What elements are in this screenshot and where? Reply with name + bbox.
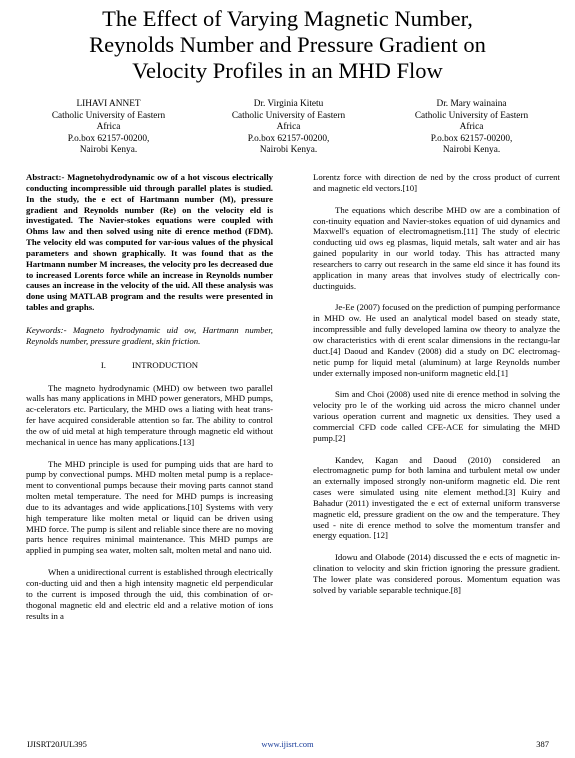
paper-title bbox=[0, 6, 575, 84]
keywords: Keywords:- Magneto hydrodynamic uid ow, Hartmann number, Reynolds number, pressure gradient, skin friction. bbox=[26, 324, 273, 346]
footer-website-link[interactable]: www.ijisrt.com bbox=[261, 739, 314, 749]
author-affiliation: Africa bbox=[459, 122, 484, 133]
author-affiliation: Catholic University of Eastern bbox=[414, 110, 529, 121]
abstract: Abstract:- Magnetohydrodynamic ow of a hot viscous electrically conducting incompressible uid through parallel plates is studied. In the study, the e ect of Hartmann number (M), pressure gradient and Reynolds number (Re) on the velocity eld is investigated. The Navier-stokes equations were coupled with Ohms law and then solved using nite di erence method (FDM). The velocity eld was computed for var-ious values of the physical parameters and shown graphically. It was found that as the Hartmann number M increases, the velocity pro les decreased due to increased Lorents force while an increase in Reynolds number causes an increase in the velocity of the uid. All these analysis was done using MATLAB program and the results were presented in tables and graphs. bbox=[26, 172, 273, 313]
author-address: Nairobi Kenya. bbox=[259, 145, 318, 156]
author-name: Dr. Virginia Kitetu bbox=[253, 99, 324, 109]
author-block-3 bbox=[384, 99, 559, 157]
left-column bbox=[26, 172, 273, 621]
author-address: P.o.box 62157-00200, bbox=[67, 133, 150, 144]
author-affiliation: Africa bbox=[276, 122, 301, 133]
title-line: Reynolds Number and Pressure Gradient on bbox=[89, 32, 486, 57]
author-affiliation: Africa bbox=[96, 122, 121, 133]
body-paragraph: Idowu and Olabode (2014) discussed the e ects of magnetic in-clination to velocity and skin friction ignoring the pressure gradient. The lower plate was considered porous. Momentum equation was solved by variable separable technique.[8] bbox=[313, 552, 560, 595]
footer-paper-id: IJISRT20JUL395 bbox=[27, 739, 87, 749]
author-block-2 bbox=[201, 99, 376, 157]
section-number: I. bbox=[100, 359, 106, 370]
author-name: LIHAVI ANNET bbox=[76, 99, 141, 109]
author-address: Nairobi Kenya. bbox=[442, 145, 501, 156]
body-paragraph: Lorentz force with direction de ned by the cross product of current and magnetic eld vectors.[10] bbox=[313, 172, 560, 193]
body-paragraph: The MHD principle is used for pumping uids that are hard to pump by convectional pumps. MHD molten metal pump is a replace-ment to conventional pumps because their moving parts cannot stand molten metal temperature. The need for MHD pumps is increasing due to its advantages and wide applications.[10] Systems with very high temperature like molten metal or liquid can be driven using MHD force. The pump is silent and reliable since there are no moving parts hence requires minimal maintenance. This MHD pumps are applied in pumping sea water, molten salt, molten metal and nano uid. bbox=[26, 458, 273, 556]
author-address: P.o.box 62157-00200, bbox=[430, 133, 513, 144]
body-paragraph: The magneto hydrodynamic (MHD) ow between two parallel walls has many applications in MHD power generators, MHD pumps, ac-celerators etc. Particulary, the MHD ows a liating with heat trans-fer have acquired considerable attention so far. The ability to control the ow of uid metal at high temperature through magnetic eld without mechanical in uence has many applications.[13] bbox=[26, 382, 273, 447]
author-address: P.o.box 62157-00200, bbox=[247, 133, 330, 144]
author-affiliation: Catholic University of Eastern bbox=[51, 110, 166, 121]
body-paragraph: When a unidirectional current is established through electrically con-ducting uid and then a high intensity magnetic eld perpendicular to the current is imposed through the uid, this combination of or-thogonal magnetic eld and electric eld and a relative motion of ions results in a bbox=[26, 567, 273, 621]
footer-page-number: 387 bbox=[536, 739, 549, 749]
author-name: Dr. Mary wainaina bbox=[436, 99, 507, 109]
author-address: Nairobi Kenya. bbox=[79, 145, 138, 156]
title-line: Velocity Profiles in an MHD Flow bbox=[132, 58, 443, 83]
body-paragraph: Je-Ee (2007) focused on the prediction of pumping performance in MHD ow. He used an analytical model based on steady state, incompressible and fully developed lamina ow theory to analyze the ow characteristics with di erent scalar dimensions in the rectangu-lar duct.[4] Daoud and Kandev (2008) did a study on DC electromag-netic pump for liquid metal (aluminum) at large Reynolds number under externally imposed non-uniform magnetic eld.[1] bbox=[313, 302, 560, 378]
body-paragraph: Kandev, Kagan and Daoud (2010) considered an electromagnetic pump for both lamina and turbulent metal ow under an externally imposed strongly non-uniform magnetic eld. Die rent cases were simulated using nite element method.[3] Kuiry and Bahadur (2011) investigated the e ect of external uniform transverse magnetic eld, pressure gradient on the ow and the temperature. They used - nite di erence method to solve the momentum transfer and energy equation. [12] bbox=[313, 454, 560, 541]
body-paragraph: Sim and Choi (2008) used nite di erence method in solving the velocity pro le of the working uid across the micro channel under various operation current and magnetic ux densities. They used a commercial CFD code called CFE-ACE for simulating the MHD pump.[2] bbox=[313, 389, 560, 443]
section-title: INTRODUCTION bbox=[132, 359, 199, 370]
author-block-1 bbox=[21, 99, 196, 157]
author-affiliation: Catholic University of Eastern bbox=[231, 110, 346, 121]
body-paragraph: The equations which describe MHD ow are a combination of con-tinuity equation and Navier-stokes equation of uid dynamics and Maxwell's equation of electromagnetism.[11] The study of electric conducting uid ows eg plasmas, liquid metals, salt water and air has gained popularity in our world today. This has attracted many researchers to carry out research in the same eld since it has found its application in many areas that involves study of electrically con-ductinguids. bbox=[313, 204, 560, 291]
section-heading bbox=[26, 360, 273, 371]
title-line: The Effect of Varying Magnetic Number, bbox=[102, 6, 473, 31]
right-column bbox=[313, 172, 560, 596]
